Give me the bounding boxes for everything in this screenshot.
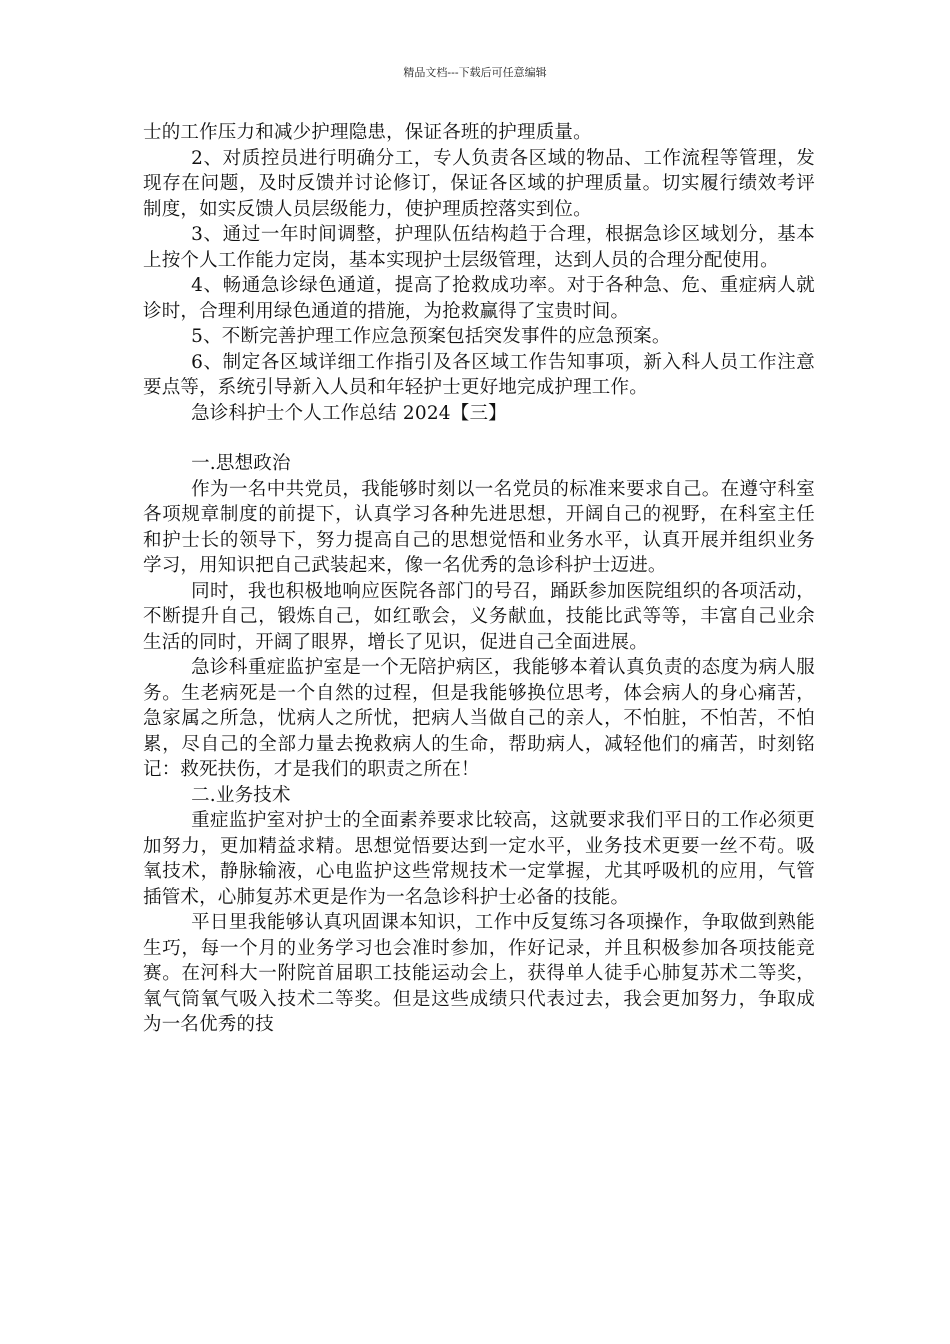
document-body <box>143 120 815 1038</box>
heading-skills: 二.业务技术 <box>191 784 291 806</box>
paragraph-activities: 同时，我也积极地响应医院各部门的号召，踊跃参加医院组织的各项活动，不断提升自己，锻炼自己，如红歌会，义务献血，技能比武等等，丰富自己业余生活的同时，开阔了眼界，增长了见识，促进自己全面进展。 <box>143 580 815 653</box>
paragraph-achievements: 平日里我能够认真巩固课本知识，工作中反复练习各项操作，争取做到熟能生巧，每一个月的业务学习也会准时参加，作好记录，并且积极参加各项技能竞赛。在河科大一附院首届职工技能运动会上，获得单人徒手心肺复苏术二等奖，氧气筒氧气吸入技术二等奖。但是这些成绩只代表过去，我会更加努力，争取成为一名优秀的技 <box>143 912 815 1035</box>
heading-political: 一.思想政治 <box>191 453 291 474</box>
paragraph-item-2: 2、对质控员进行明确分工，专人负责各区域的物品、工作流程等管理，发现存在问题，及时反馈并讨论修订，保证各区域的护理质量。切实履行绩效考评制度，如实反馈人员层级能力，使护理质控落实到位。 <box>143 147 815 220</box>
paragraph-continuation: 士的工作压力和减少护理隐患，保证各班的护理质量。 <box>143 122 592 143</box>
paragraph-skill-requirements: 重症监护室对护士的全面素养要求比较高，这就要求我们平日的工作必须更加努力，更加精益求精。思想觉悟要达到一定水平，业务技术更要一丝不苟。吸氧技术，静脉输液，心电监护这些常规技术一定掌握，尤其呼吸机的应用，气管插管术，心肺复苏术更是作为一名急诊科护士必备的技能。 <box>143 810 815 908</box>
paragraph-icu-service: 急诊科重症监护室是一个无陪护病区，我能够本着认真负责的态度为病人服务。生老病死是一个自然的过程，但是我能够换位思考，体会病人的身心痛苦，急家属之所急，忧病人之所忧，把病人当做自己的亲人，不怕脏，不怕苦，不怕累，尽自己的全部力量去挽救病人的生命，帮助病人，减轻他们的痛苦，时刻铭记：救死扶伤，才是我们的职责之所在！ <box>143 657 815 780</box>
paragraph-item-6: 6、制定各区域详细工作指引及各区域工作告知事项，新入科人员工作注意要点等，系统引导新入人员和年轻护士更好地完成护理工作。 <box>143 351 815 398</box>
paragraph-party-member: 作为一名中共党员，我能够时刻以一名党员的标准来要求自己。在遵守科室各项规章制度的前提下，认真学习各种先进思想，开阔自己的视野，在科室主任和护士长的领导下，努力提高自己的思想觉悟和业务水平，认真开展并组织业务学习，用知识把自己武装起来，像一名优秀的急诊科护士迈进。 <box>143 478 815 576</box>
section-title: 急诊科护士个人工作总结 2024【三】 <box>191 402 507 424</box>
paragraph-item-3: 3、通过一年时间调整，护理队伍结构趋于合理，根据急诊区域划分，基本上按个人工作能力定岗，基本实现护士层级管理，达到人员的合理分配使用。 <box>143 224 815 271</box>
paragraph-item-5: 5、不断完善护理工作应急预案包括突发事件的应急预案。 <box>191 326 671 347</box>
paragraph-item-4: 4、畅通急诊绿色通道，提高了抢救成功率。对于各种急、危、重症病人就诊时，合理利用绿色通道的措施，为抢救赢得了宝贵时间。 <box>143 275 815 322</box>
page-header: 精品文档---下载后可任意编辑 <box>403 66 547 79</box>
